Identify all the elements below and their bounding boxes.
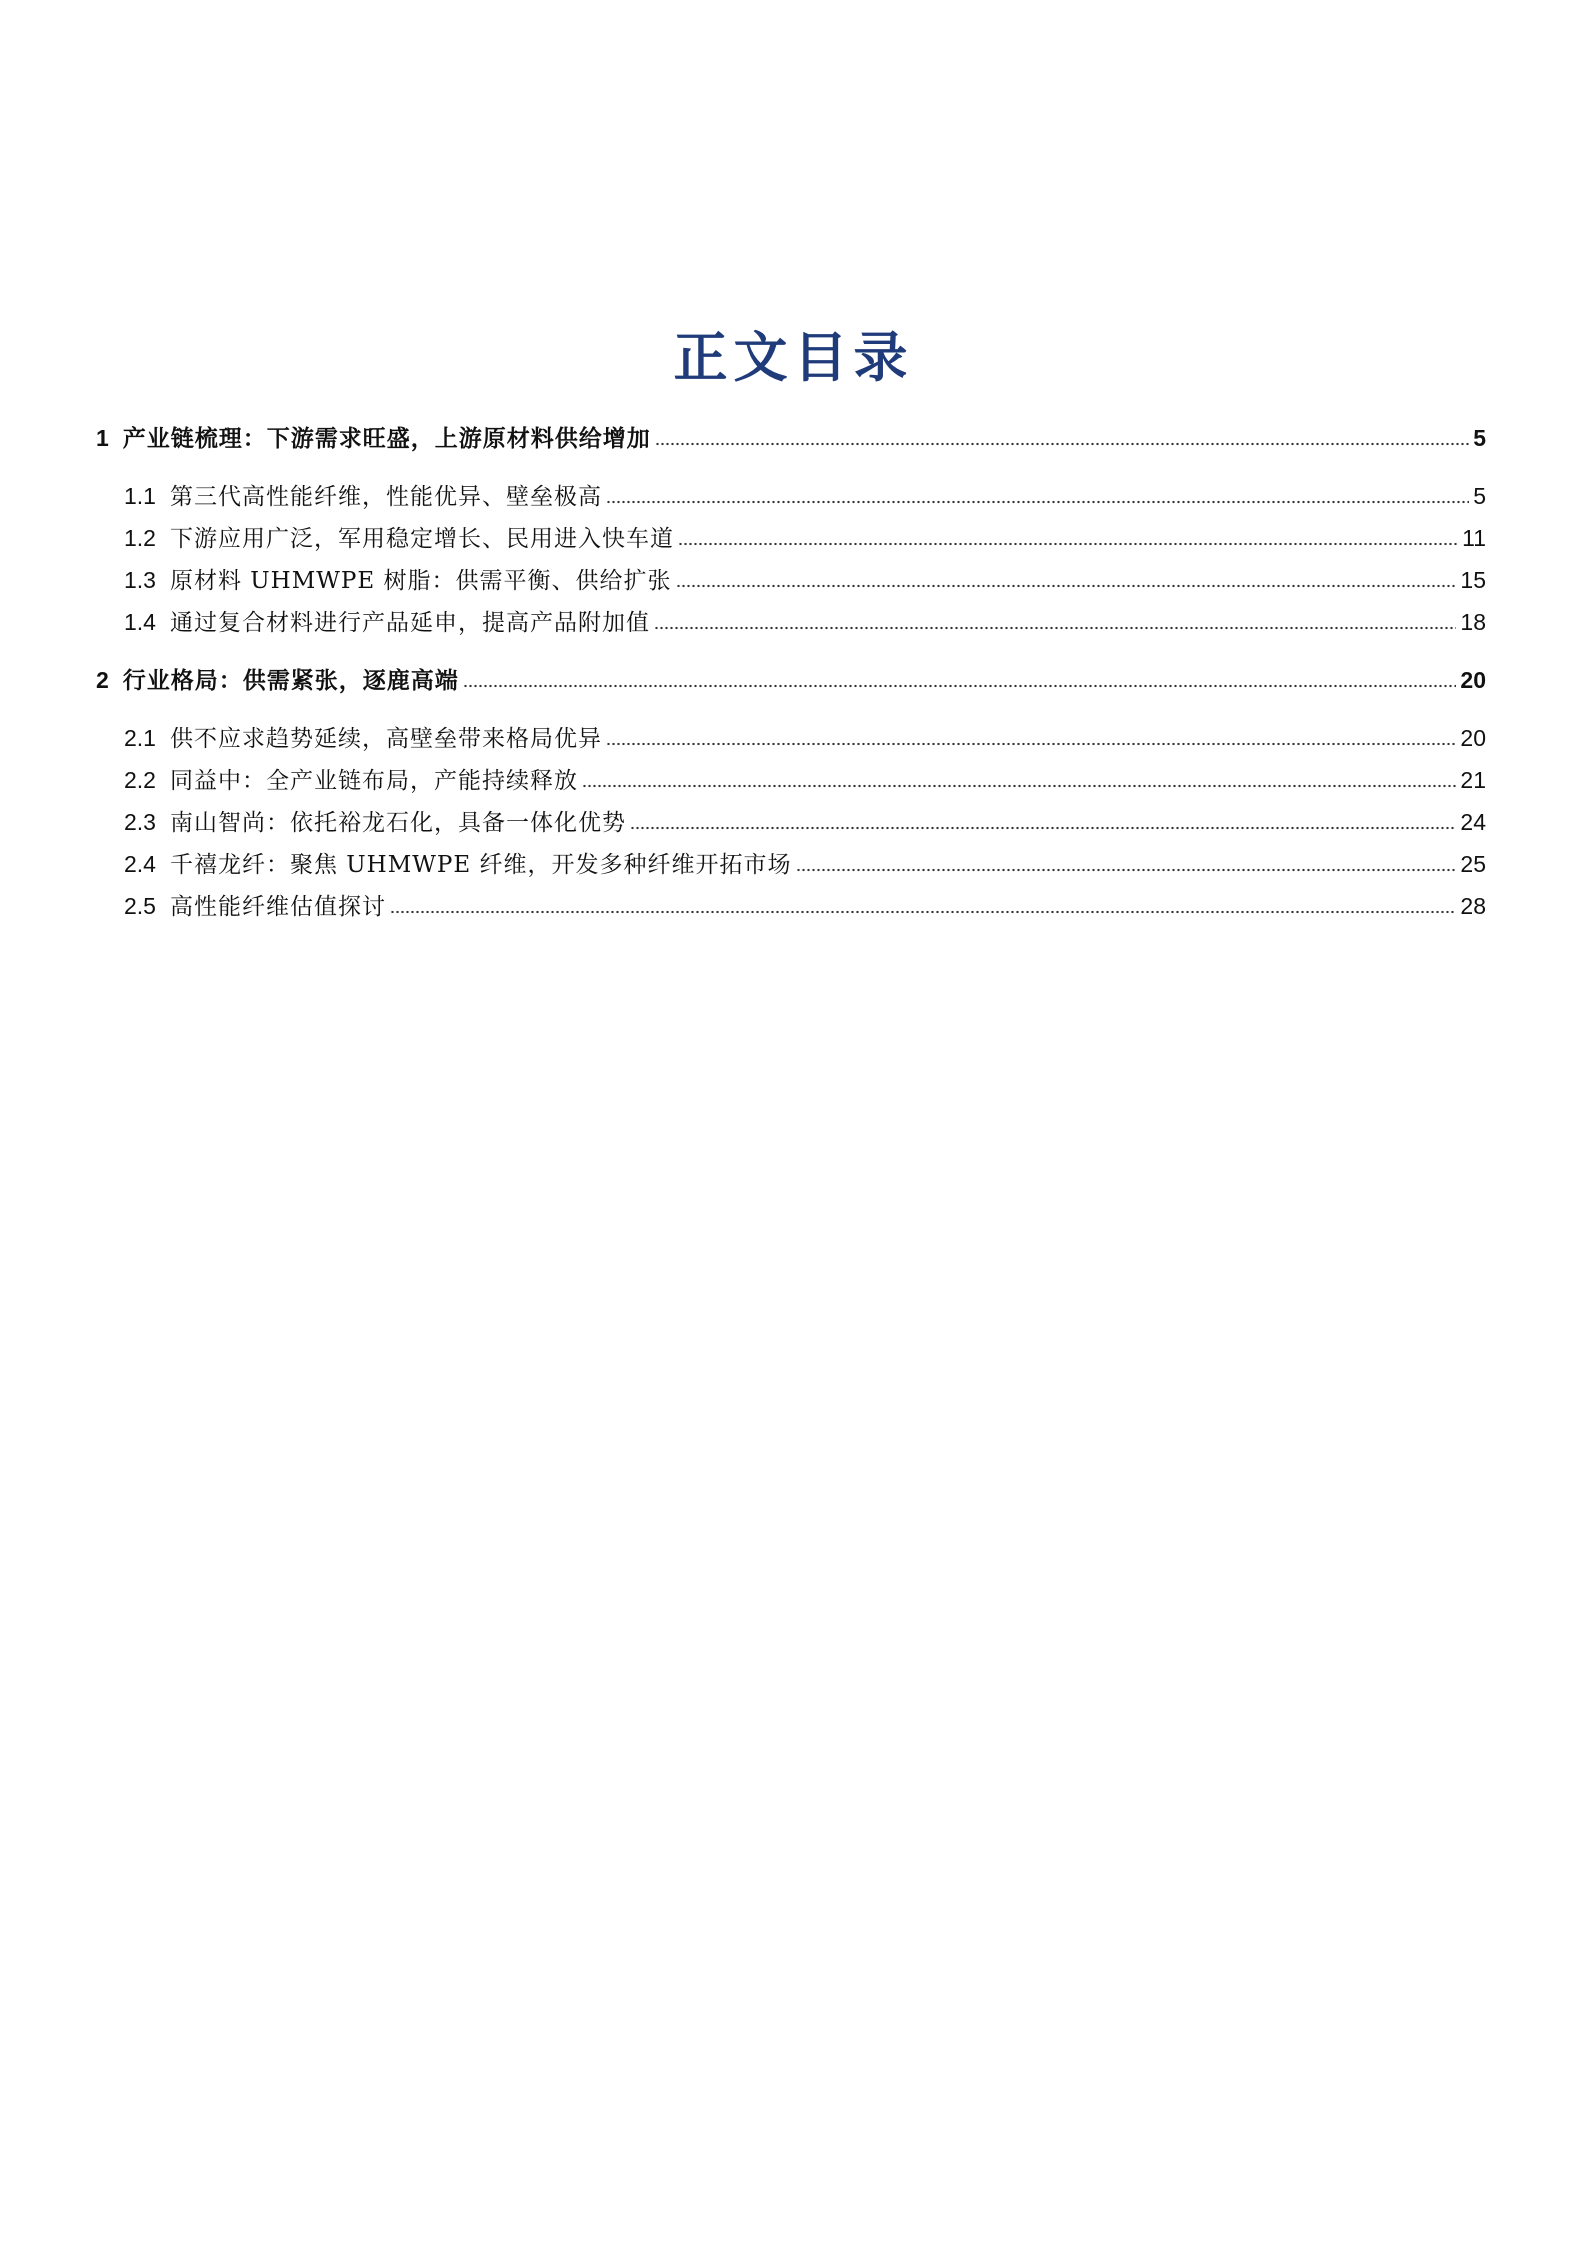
toc-number: 1 bbox=[96, 425, 109, 451]
toc-title: 第三代高性能纤维，性能优异、壁垒极高 bbox=[169, 484, 602, 510]
toc-entry-2-4[interactable] bbox=[124, 846, 1486, 879]
toc-number: 1.4 bbox=[124, 609, 156, 635]
toc-page-number: 28 bbox=[1460, 893, 1486, 919]
toc-entry-1-1[interactable] bbox=[124, 478, 1486, 511]
toc-title: 下游应用广泛，军用稳定增长、民用进入快车道 bbox=[169, 526, 674, 552]
toc-number: 2 bbox=[96, 667, 109, 693]
dot-leader bbox=[463, 684, 1457, 688]
toc-title: 行业格局：供需紧张，逐鹿高端 bbox=[122, 668, 459, 694]
toc-number: 1.1 bbox=[124, 483, 156, 509]
toc-title: 同益中：全产业链布局，产能持续释放 bbox=[169, 768, 578, 794]
toc-entry-2-3[interactable] bbox=[124, 804, 1486, 837]
toc-number: 1.3 bbox=[124, 567, 156, 593]
toc-title: 产业链梳理：下游需求旺盛，上游原材料供给增加 bbox=[122, 426, 651, 452]
dot-leader bbox=[654, 626, 1456, 630]
toc-page-number: 21 bbox=[1460, 767, 1486, 793]
toc-entry-2[interactable] bbox=[96, 662, 1486, 695]
dot-leader bbox=[582, 784, 1456, 788]
toc-page-number: 15 bbox=[1460, 567, 1486, 593]
toc-page-number: 25 bbox=[1460, 851, 1486, 877]
dot-leader bbox=[390, 910, 1456, 914]
dot-leader bbox=[678, 542, 1458, 546]
toc-entry-2-5[interactable] bbox=[124, 888, 1486, 921]
toc-number: 2.5 bbox=[124, 893, 156, 919]
page-title: 正文目录 bbox=[673, 325, 914, 389]
toc-title: 南山智尚：依托裕龙石化，具备一体化优势 bbox=[169, 810, 626, 836]
dot-leader bbox=[606, 742, 1456, 746]
toc-number: 2.1 bbox=[124, 725, 156, 751]
dot-leader bbox=[606, 500, 1469, 504]
toc-entry-1-2[interactable] bbox=[124, 520, 1486, 553]
toc-entry-2-1[interactable] bbox=[124, 720, 1486, 753]
toc-entry-2-2[interactable] bbox=[124, 762, 1486, 795]
toc-entry-1-4[interactable] bbox=[124, 604, 1486, 637]
toc-page-number: 20 bbox=[1460, 725, 1486, 751]
toc-number: 2.3 bbox=[124, 809, 156, 835]
toc-title: 千禧龙纤：聚焦 UHMWPE 纤维，开发多种纤维开拓市场 bbox=[169, 852, 792, 878]
toc-title: 高性能纤维估值探讨 bbox=[169, 894, 386, 920]
toc-title: 通过复合材料进行产品延申，提高产品附加值 bbox=[169, 610, 650, 636]
toc-number: 2.4 bbox=[124, 851, 156, 877]
toc-page-number: 18 bbox=[1460, 609, 1486, 635]
toc-page-number: 20 bbox=[1460, 667, 1486, 693]
dot-leader bbox=[676, 584, 1457, 588]
toc-title: 供不应求趋势延续，高壁垒带来格局优异 bbox=[169, 726, 602, 752]
toc-number: 2.2 bbox=[124, 767, 156, 793]
toc-entry-1[interactable] bbox=[96, 420, 1486, 453]
toc-page-number: 5 bbox=[1473, 425, 1486, 451]
toc-entry-1-3[interactable] bbox=[124, 562, 1486, 595]
dot-leader bbox=[655, 442, 1469, 446]
toc-page-number: 11 bbox=[1462, 525, 1486, 551]
dot-leader bbox=[630, 826, 1456, 830]
toc-page-number: 24 bbox=[1460, 809, 1486, 835]
toc-page-number: 5 bbox=[1473, 483, 1486, 509]
dot-leader bbox=[796, 868, 1457, 872]
toc-number: 1.2 bbox=[124, 525, 156, 551]
toc-title: 原材料 UHMWPE 树脂：供需平衡、供给扩张 bbox=[169, 568, 672, 594]
